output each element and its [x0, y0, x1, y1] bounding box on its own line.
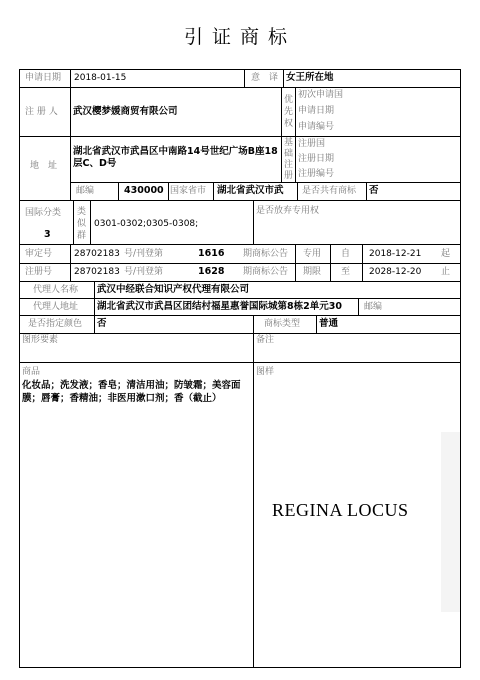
base-label-1: 基: [284, 138, 294, 148]
shared-mark-value: 否: [369, 185, 379, 196]
to-date-value: 2028-12-20: [369, 267, 422, 277]
agent-name-value: 武汉中经联合知识产权代理有限公司: [97, 284, 250, 295]
agent-postal-label: 邮编: [364, 302, 383, 312]
exam-no-value: 28702183: [74, 249, 120, 259]
exam-issue-value: 1616: [198, 248, 225, 259]
base-label-4: 册: [284, 171, 294, 181]
agent-address-label: 代理人地址: [33, 302, 79, 312]
priority-country-label: 初次申请国: [298, 90, 344, 100]
reg-no-value: 28702183: [74, 267, 120, 277]
priority-label-1: 优: [284, 95, 294, 105]
to-label: 至: [341, 267, 351, 277]
province-label: 国家省市: [170, 186, 207, 196]
page-title: 引证商标: [183, 26, 296, 48]
exam-issue-label: 号/刊登第: [124, 249, 164, 259]
meaning-value: 女王所在地: [286, 72, 334, 83]
apply-date-label: 申请日期: [25, 73, 62, 83]
start-label: 起: [441, 249, 451, 259]
reg-announce-label: 期商标公告: [243, 267, 289, 277]
intl-class-label: 国际分类: [25, 208, 62, 218]
address-label: 地 址: [30, 161, 58, 171]
end-label: 止: [441, 267, 451, 277]
specimen-label: 图样: [256, 367, 275, 377]
goods-list: 化妆品；洗发液；香皂；清洁用油；防皱霜；美容面膜；唇膏；香精油；非医用漱口剂；香（截止）: [22, 380, 241, 404]
priority-date-label: 申请日期: [298, 106, 335, 116]
mark-type-label: 商标类型: [264, 319, 301, 329]
color-label: 是否指定颜色: [28, 319, 83, 329]
agent-name-label: 代理人名称: [33, 285, 79, 295]
exclusive-label: 专用: [303, 249, 322, 259]
term-label: 期限: [303, 267, 322, 277]
address-value: 湖北省武汉市武昌区中南路14号世纪广场B座18层C、D号: [73, 146, 278, 169]
agent-address-value: 湖北省武汉市武昌区团结村福星惠誉国际城第8栋2单元30: [97, 301, 342, 312]
group-label-3: 群: [77, 231, 87, 241]
reg-no-label: 注册号: [25, 267, 53, 277]
group-label-1: 类: [77, 207, 87, 217]
mark-type-value: 普通: [319, 318, 339, 329]
base-date-label: 注册日期: [298, 154, 335, 164]
trademark-specimen: REGINA LOCUS: [272, 500, 409, 520]
registrant-value: 武汉樱梦媛商贸有限公司: [73, 106, 178, 117]
province-value: 湖北省武汉市武: [217, 185, 284, 196]
base-label-3: 注: [284, 160, 294, 170]
group-value: 0301-0302;0305-0308;: [94, 219, 199, 229]
figure-elements-label: 图形要素: [22, 335, 59, 345]
meaning-label: 意 译: [251, 73, 279, 83]
color-value: 否: [97, 318, 107, 329]
reg-issue-label: 号/刊登第: [124, 267, 164, 277]
specimen-background: [441, 432, 460, 612]
goods-label: 商品: [22, 367, 41, 377]
priority-number-label: 申请编号: [298, 122, 335, 132]
remarks-label: 备注: [256, 335, 275, 345]
postal-label: 邮编: [76, 186, 95, 196]
exam-no-label: 审定号: [25, 249, 53, 259]
group-label-2: 似: [77, 219, 87, 229]
base-number-label: 注册编号: [298, 169, 335, 179]
reg-issue-value: 1628: [198, 266, 225, 277]
base-country-label: 注册国: [298, 139, 326, 149]
postal-value: 430000: [124, 185, 164, 196]
from-date-value: 2018-12-21: [369, 249, 422, 259]
from-label: 自: [341, 249, 351, 259]
priority-label-3: 权: [284, 119, 294, 129]
intl-class-value: 3: [44, 229, 51, 240]
shared-mark-label: 是否共有商标: [302, 186, 357, 196]
waive-right-label: 是否放弃专用权: [256, 206, 320, 216]
exam-announce-label: 期商标公告: [243, 249, 289, 259]
apply-date-value: 2018-01-15: [74, 73, 127, 83]
priority-label-2: 先: [284, 107, 294, 117]
registrant-label: 注 册 人: [25, 107, 58, 117]
base-label-2: 础: [284, 149, 294, 159]
